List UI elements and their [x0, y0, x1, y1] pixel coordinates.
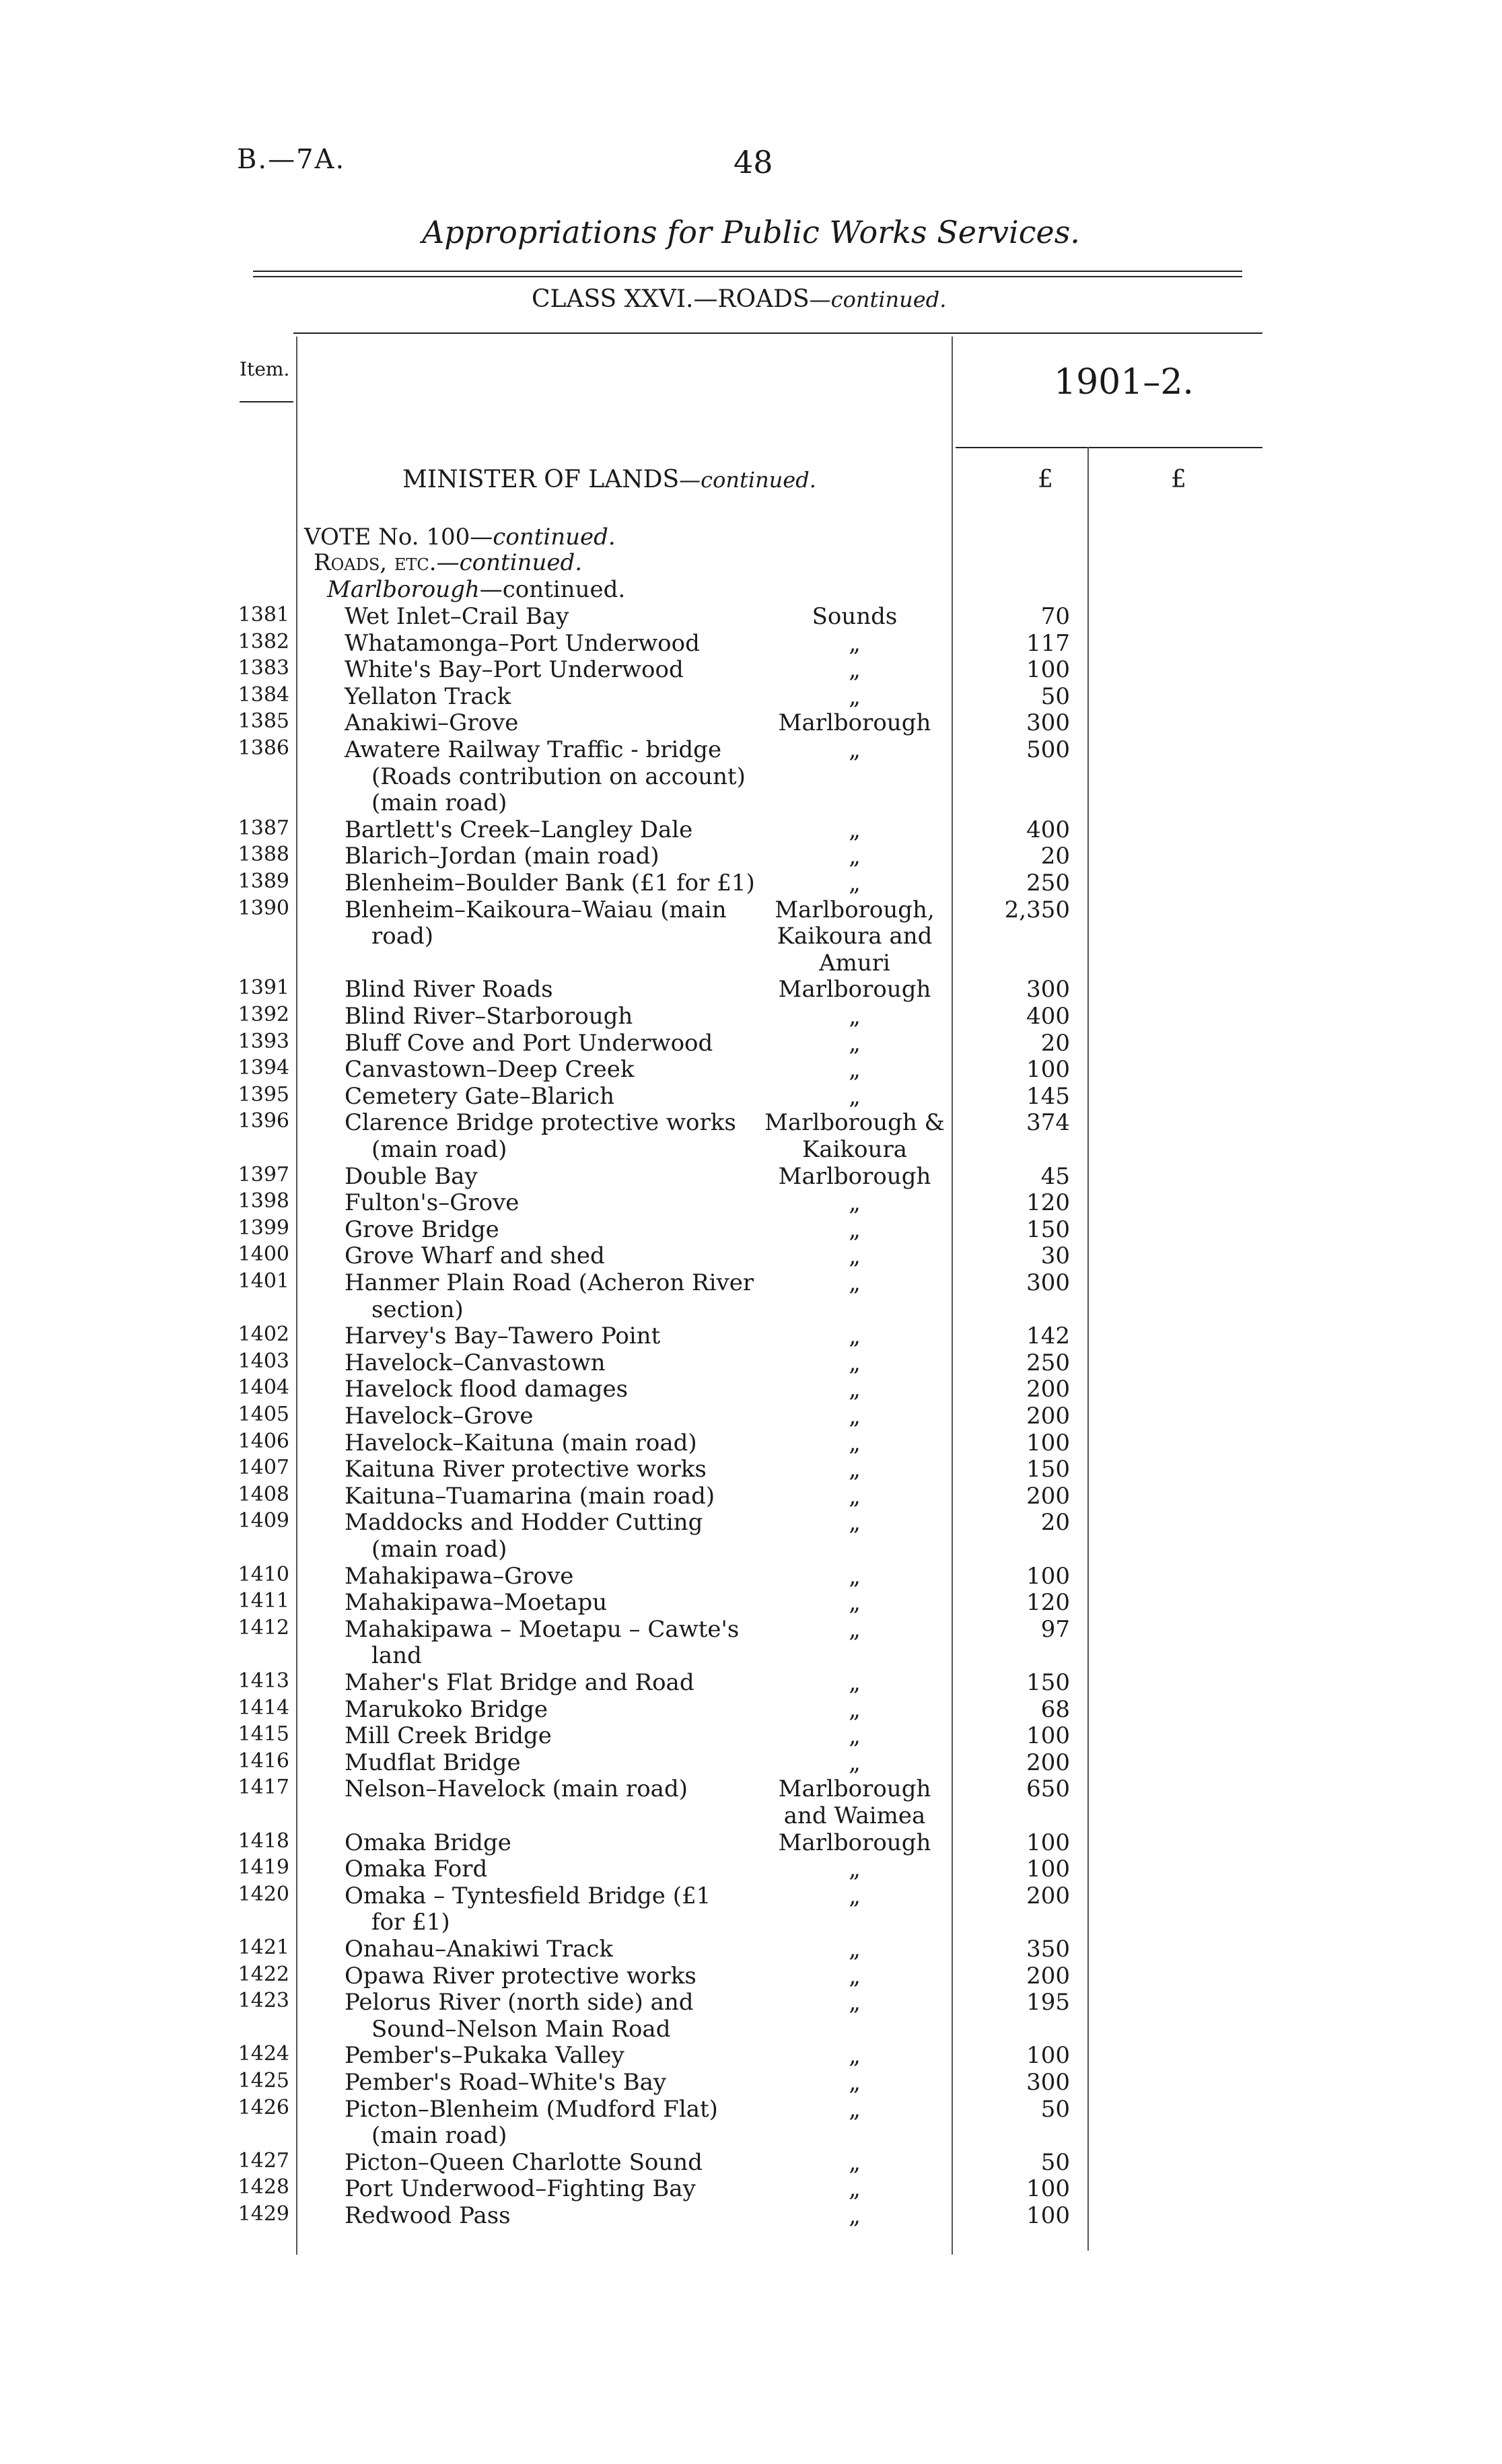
item-description: Whatamonga–Port Underwood [345, 629, 700, 657]
table-row [0, 1509, 1502, 1563]
item-description: Omaka Bridge [345, 1829, 511, 1856]
table-row [0, 1882, 1502, 1936]
item-number: 1386 [238, 736, 289, 760]
item-description: land [371, 1642, 422, 1670]
item-description: Bartlett's Creek–Langley Dale [345, 816, 693, 843]
item-district: „ [849, 629, 861, 657]
table-row [0, 1829, 1502, 1856]
table-row [0, 1056, 1502, 1083]
item-description: Blenheim–Kaikoura–Waiau (main [345, 896, 727, 923]
item-number: 1397 [238, 1162, 289, 1187]
item-district: Marlborough [778, 1775, 931, 1803]
item-number: 1408 [238, 1482, 289, 1506]
item-district: Kaikoura [801, 1135, 908, 1163]
item-amount: 200 [1026, 1962, 1070, 1990]
item-district: „ [849, 1936, 861, 1963]
item-amount: 195 [1026, 1989, 1070, 2016]
item-description: Havelock–Canvastown [345, 1349, 606, 1376]
item-description: (main road) [371, 2122, 507, 2150]
item-number: 1418 [238, 1829, 289, 1853]
item-description: (Roads contribution on account) [371, 763, 746, 790]
item-number: 1411 [238, 1589, 289, 1613]
table-row [0, 1269, 1502, 1323]
item-amount: 250 [1026, 870, 1070, 896]
roads-line [314, 549, 582, 576]
item-description: Mahakipawa – Moetapu – Cawte's [345, 1615, 740, 1643]
item-amount: 100 [1026, 2202, 1070, 2229]
table-row [0, 1936, 1502, 1963]
item-number: 1389 [238, 870, 289, 893]
item-number: 1399 [238, 1216, 289, 1240]
item-description: Wet Inlet–Crail Bay [345, 603, 569, 630]
item-amount: 45 [1040, 1162, 1070, 1190]
item-description: Double Bay [345, 1162, 478, 1190]
item-number: 1427 [238, 2148, 289, 2173]
item-description: Blenheim–Boulder Bank (£1 for £1) [345, 870, 755, 896]
district-line [327, 576, 625, 603]
table-row [0, 1669, 1502, 1696]
item-district: „ [849, 1695, 861, 1723]
vote-suffix: —continued. [470, 524, 616, 551]
page-number: 48 [734, 144, 773, 180]
item-number: 1383 [238, 656, 289, 680]
item-number: 1415 [238, 1722, 289, 1747]
item-description: Mahakipawa–Grove [345, 1562, 574, 1590]
item-number: 1398 [238, 1189, 289, 1213]
item-district: Amuri [819, 949, 890, 977]
item-description: road) [371, 923, 434, 950]
item-district: „ [849, 1056, 861, 1084]
item-amount: 150 [1026, 1669, 1070, 1696]
item-description: Grove Bridge [345, 1216, 499, 1243]
roads-title: Roads, etc. [314, 549, 437, 576]
table-row [0, 2175, 1502, 2202]
currency-col-2: £ [1171, 466, 1186, 493]
item-description: Grove Wharf and shed [345, 1242, 605, 1270]
item-description: Blarich–Jordan (main road) [345, 843, 659, 870]
table-row [0, 1722, 1502, 1749]
table-row [0, 1109, 1502, 1163]
item-description: Pember's Road–White's Bay [345, 2069, 667, 2096]
item-number: 1404 [238, 1376, 289, 1400]
item-number: 1410 [238, 1562, 289, 1586]
table-row [0, 1856, 1502, 1882]
item-column-heading: Item. [240, 358, 290, 380]
item-number: 1409 [238, 1509, 289, 1533]
table-row [0, 1615, 1502, 1670]
document-code: B.—7A. [237, 144, 346, 175]
item-number: 1406 [238, 1429, 289, 1453]
item-heading-rule [240, 401, 293, 402]
item-description: Fulton's–Grove [345, 1189, 520, 1217]
table-row [0, 603, 1502, 630]
vote-title: VOTE No. 100 [304, 524, 470, 551]
item-district: „ [849, 1456, 861, 1483]
table-row [0, 709, 1502, 736]
item-district: „ [849, 1615, 861, 1643]
item-amount: 100 [1026, 1722, 1070, 1750]
item-amount: 100 [1026, 1429, 1070, 1456]
item-district: „ [849, 1856, 861, 1883]
item-district: „ [849, 1429, 861, 1456]
item-amount: 20 [1040, 1509, 1070, 1537]
item-amount: 120 [1026, 1189, 1070, 1217]
item-amount: 97 [1040, 1615, 1070, 1643]
item-description: Omaka – Tyntesfield Bridge (£1 [345, 1882, 711, 1909]
item-number: 1424 [238, 2042, 289, 2066]
item-number: 1414 [238, 1695, 289, 1720]
item-description: Picton–Queen Charlotte Sound [345, 2148, 703, 2176]
item-number: 1420 [238, 1882, 289, 1906]
item-district: „ [849, 816, 861, 843]
table-row [0, 1989, 1502, 2043]
item-district: „ [849, 2095, 861, 2123]
item-district: „ [849, 1029, 861, 1057]
table-row [0, 683, 1502, 710]
item-number: 1428 [238, 2175, 289, 2199]
item-description: White's Bay–Port Underwood [345, 656, 684, 684]
item-district: „ [849, 1189, 861, 1217]
table-row [0, 976, 1502, 1003]
item-description: Opawa River protective works [345, 1962, 696, 1990]
table-row [0, 843, 1502, 870]
table-row [0, 1563, 1502, 1590]
item-number: 1413 [238, 1669, 289, 1693]
table-row [0, 816, 1502, 843]
item-number: 1392 [238, 1003, 289, 1026]
class-heading [532, 285, 946, 313]
item-description: Havelock–Kaituna (main road) [345, 1429, 697, 1456]
item-number: 1412 [238, 1615, 289, 1640]
item-number: 1387 [238, 816, 289, 840]
table-row [0, 1430, 1502, 1456]
table-row [0, 2202, 1502, 2229]
item-description: Awatere Railway Traffic - bridge [345, 736, 722, 763]
year-rule [956, 447, 1262, 448]
item-amount: 650 [1026, 1775, 1070, 1803]
item-amount: 100 [1026, 656, 1070, 684]
item-description: Anakiwi–Grove [345, 709, 519, 737]
item-number: 1426 [238, 2095, 289, 2119]
item-number: 1429 [238, 2202, 289, 2226]
district-suffix: —continued. [479, 576, 626, 603]
item-number: 1423 [238, 1989, 289, 2013]
item-district: „ [849, 2175, 861, 2203]
item-amount: 20 [1040, 843, 1070, 870]
item-district: „ [849, 1323, 861, 1350]
table-row [0, 870, 1502, 896]
item-description: Havelock–Grove [345, 1403, 534, 1430]
item-number: 1417 [238, 1775, 289, 1800]
currency-col-1: £ [1038, 466, 1053, 493]
item-district: „ [849, 2202, 861, 2229]
item-amount: 350 [1026, 1936, 1070, 1963]
item-amount: 200 [1026, 1482, 1070, 1510]
item-amount: 100 [1026, 1829, 1070, 1856]
item-description: Pember's–Pukaka Valley [345, 2042, 624, 2070]
vote-line [304, 524, 616, 551]
item-district: „ [849, 1589, 861, 1617]
item-number: 1395 [238, 1082, 289, 1106]
table-row [0, 1775, 1502, 1829]
item-district: „ [849, 1003, 861, 1030]
table-row [0, 2042, 1502, 2069]
item-number: 1425 [238, 2069, 289, 2092]
item-district: „ [849, 2069, 861, 2096]
item-description: Picton–Blenheim (Mudford Flat) [345, 2095, 718, 2123]
item-district: „ [849, 1349, 861, 1376]
table-row [0, 1030, 1502, 1057]
item-amount: 20 [1040, 1029, 1070, 1057]
item-district: „ [849, 843, 861, 870]
item-amount: 300 [1026, 2069, 1070, 2096]
item-district: „ [849, 682, 861, 710]
minister-heading [402, 466, 816, 493]
item-amount: 400 [1026, 1003, 1070, 1030]
item-number: 1400 [238, 1242, 289, 1267]
item-amount: 50 [1040, 2095, 1070, 2123]
item-number: 1416 [238, 1749, 289, 1773]
item-district: „ [849, 1082, 861, 1110]
minister-text: MINISTER OF LANDS [402, 466, 680, 493]
item-number: 1405 [238, 1403, 289, 1426]
table-row [0, 1963, 1502, 1990]
item-amount: 68 [1040, 1695, 1070, 1723]
item-amount: 400 [1026, 816, 1070, 843]
item-description: Mudflat Bridge [345, 1749, 521, 1776]
table-row [0, 896, 1502, 977]
table-row [0, 656, 1502, 683]
item-district: Marlborough [778, 1829, 931, 1856]
item-district: Marlborough & [764, 1109, 945, 1137]
table-row [0, 1456, 1502, 1483]
item-number: 1382 [238, 629, 289, 654]
item-district: Marlborough [778, 1162, 931, 1190]
item-number: 1381 [238, 603, 289, 627]
item-description: Sound–Nelson Main Road [371, 2015, 671, 2043]
item-amount: 200 [1026, 1403, 1070, 1430]
item-amount: 117 [1026, 629, 1070, 657]
class-heading-suffix: —continued. [809, 287, 947, 312]
item-amount: 200 [1026, 1882, 1070, 1909]
item-number: 1421 [238, 1936, 289, 1959]
table-row [0, 630, 1502, 657]
item-district: „ [849, 656, 861, 684]
year-heading: 1901–2. [1054, 362, 1194, 402]
item-description: Kaituna–Tuamarina (main road) [345, 1482, 715, 1510]
item-district: „ [849, 1482, 861, 1510]
item-description: Maher's Flat Bridge and Road [345, 1669, 694, 1696]
class-rule [293, 332, 1262, 334]
item-amount: 100 [1026, 2042, 1070, 2070]
table-row [0, 1403, 1502, 1430]
item-amount: 2,350 [1004, 896, 1070, 923]
item-description: Redwood Pass [345, 2202, 511, 2229]
item-number: 1388 [238, 843, 289, 867]
item-amount: 100 [1026, 2175, 1070, 2203]
item-description: Kaituna River protective works [345, 1456, 707, 1483]
item-district: „ [849, 1216, 861, 1243]
item-number: 1403 [238, 1349, 289, 1373]
title-rule [253, 271, 1242, 272]
item-number: 1390 [238, 896, 289, 920]
item-number: 1419 [238, 1856, 289, 1880]
item-number: 1407 [238, 1456, 289, 1480]
item-district: „ [849, 1722, 861, 1750]
item-district: „ [849, 1962, 861, 1990]
item-description: Canvastown–Deep Creek [345, 1056, 635, 1084]
item-number: 1422 [238, 1962, 289, 1986]
minister-suffix: —continued. [679, 467, 816, 493]
item-description: Hanmer Plain Road (Acheron River [345, 1269, 754, 1296]
item-amount: 70 [1040, 603, 1070, 630]
item-number: 1391 [238, 976, 289, 1000]
item-amount: 142 [1026, 1323, 1070, 1350]
item-number: 1394 [238, 1056, 289, 1080]
item-description: Pelorus River (north side) and [345, 1989, 694, 2016]
item-amount: 300 [1026, 709, 1070, 737]
item-district: „ [849, 736, 861, 763]
item-amount: 100 [1026, 1056, 1070, 1084]
item-district: Marlborough [778, 709, 931, 737]
item-district: Marlborough, [775, 896, 935, 923]
item-description: Bluff Cove and Port Underwood [345, 1029, 713, 1057]
item-amount: 300 [1026, 1269, 1070, 1296]
item-district: „ [849, 1562, 861, 1590]
item-amount: 50 [1040, 2148, 1070, 2176]
item-amount: 200 [1026, 1749, 1070, 1776]
item-number: 1402 [238, 1323, 289, 1347]
item-district: „ [849, 1749, 861, 1776]
table-row [0, 2149, 1502, 2176]
item-description: Blind River–Starborough [345, 1003, 633, 1030]
item-amount: 120 [1026, 1589, 1070, 1617]
item-district: „ [849, 1403, 861, 1430]
item-district: and Waimea [783, 1802, 926, 1829]
item-description: Cemetery Gate–Blarich [345, 1082, 614, 1110]
item-description: Port Underwood–Fighting Bay [345, 2175, 696, 2203]
item-number: 1384 [238, 682, 289, 707]
item-amount: 30 [1040, 1242, 1070, 1270]
item-description: Clarence Bridge protective works [345, 1109, 736, 1137]
item-description: Harvey's Bay–Tawero Point [345, 1323, 661, 1350]
item-description: Marukoko Bridge [345, 1695, 548, 1723]
table-row [0, 1589, 1502, 1616]
item-district: „ [849, 1509, 861, 1537]
item-district: Kaikoura and [777, 923, 933, 950]
item-description: Nelson–Havelock (main road) [345, 1775, 688, 1803]
table-row [0, 1083, 1502, 1110]
item-description: Mahakipawa–Moetapu [345, 1589, 608, 1617]
table-row [0, 1376, 1502, 1403]
table-row [0, 2095, 1502, 2150]
item-description: for £1) [371, 1909, 450, 1936]
table-row [0, 1483, 1502, 1510]
item-district: „ [849, 1669, 861, 1696]
item-number: 1401 [238, 1269, 289, 1293]
item-number: 1396 [238, 1109, 289, 1133]
page-title: Appropriations for Public Works Services. [422, 214, 1080, 250]
item-description: Yellaton Track [345, 682, 511, 710]
item-description: (main road) [371, 1535, 507, 1563]
item-amount: 200 [1026, 1376, 1070, 1403]
table-row [0, 1163, 1502, 1190]
item-district: Marlborough [778, 976, 931, 1004]
item-district: „ [849, 2042, 861, 2070]
item-description: Havelock flood damages [345, 1376, 629, 1403]
roads-suffix: —continued. [436, 549, 583, 576]
item-description: section) [371, 1296, 464, 1323]
table-row [0, 1003, 1502, 1030]
item-amount: 150 [1026, 1216, 1070, 1243]
item-amount: 250 [1026, 1349, 1070, 1376]
item-description: (main road) [371, 1135, 507, 1163]
table-row [0, 2069, 1502, 2096]
table-row [0, 1323, 1502, 1349]
item-number: 1385 [238, 709, 289, 734]
item-district: „ [849, 1376, 861, 1403]
item-district: „ [849, 1989, 861, 2016]
item-amount: 50 [1040, 682, 1070, 710]
item-description: (main road) [371, 789, 507, 817]
item-amount: 300 [1026, 976, 1070, 1004]
item-district: „ [849, 870, 861, 896]
item-description: Maddocks and Hodder Cutting [345, 1509, 703, 1537]
item-amount: 150 [1026, 1456, 1070, 1483]
district-title: Marlborough [327, 576, 480, 603]
item-district: „ [849, 1242, 861, 1270]
item-district: Sounds [812, 603, 898, 630]
item-amount: 500 [1026, 736, 1070, 763]
item-district: „ [849, 2148, 861, 2176]
table-row [0, 736, 1502, 817]
table-row [0, 1696, 1502, 1723]
item-amount: 374 [1026, 1109, 1070, 1137]
class-heading-text: CLASS XXVI.—ROADS [532, 285, 810, 313]
item-amount: 145 [1026, 1082, 1070, 1110]
item-description: Omaka Ford [345, 1856, 488, 1883]
table-row [0, 1349, 1502, 1376]
table-row [0, 1216, 1502, 1243]
item-description: Blind River Roads [345, 976, 553, 1004]
table-row [0, 1242, 1502, 1269]
item-district: „ [849, 1269, 861, 1296]
item-amount: 100 [1026, 1562, 1070, 1590]
item-description: Mill Creek Bridge [345, 1722, 552, 1750]
title-rule-2 [253, 276, 1242, 277]
item-number: 1393 [238, 1029, 289, 1053]
item-description: Onahau–Anakiwi Track [345, 1936, 613, 1963]
item-district: „ [849, 1882, 861, 1909]
item-amount: 100 [1026, 1856, 1070, 1883]
table-row [0, 1749, 1502, 1776]
table-row [0, 1189, 1502, 1216]
